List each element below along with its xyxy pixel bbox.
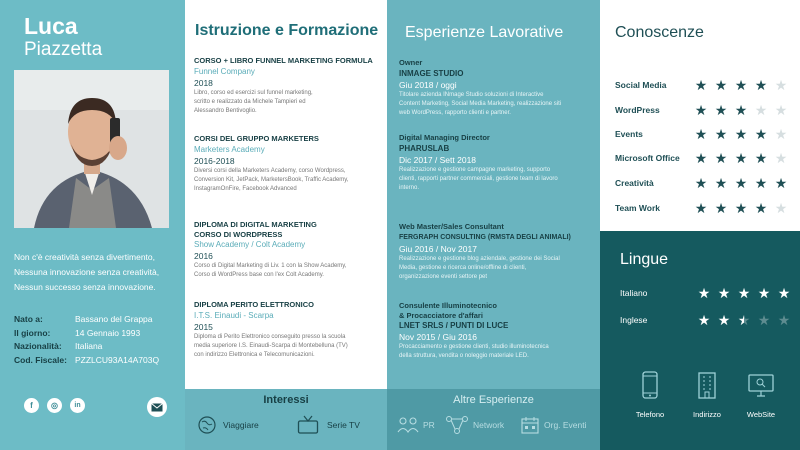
instagram-icon[interactable]: ◎ [47, 398, 62, 413]
entry-description [399, 91, 597, 118]
skill-row [615, 78, 800, 92]
education-column [185, 0, 387, 450]
skill-name: Creatività [615, 178, 654, 188]
star-icon: ★ [694, 200, 708, 216]
interest-label: Serie TV [327, 420, 360, 430]
description-line: Diploma di Perito Elettronico conseguito presso la scuola [194, 333, 346, 340]
star-icon: ★ [734, 150, 748, 166]
interests-title: Interessi [263, 394, 309, 406]
entry-title: CORSO DI WORDPRESS [194, 229, 283, 239]
other-item [397, 415, 435, 435]
entry-date: 2016 [194, 251, 213, 261]
skill-name: WordPress [615, 105, 660, 115]
skill-rating [691, 176, 791, 190]
description-line: Diversi corsi della Marketers Academy, corso Wordpress, [194, 167, 346, 174]
description-line: Conversion Kit, JetPack, MarketersBook, Traffic Academy, [194, 176, 349, 183]
star-icon: ★ [697, 312, 711, 328]
education-entry [194, 300, 384, 360]
first-name: Luca [24, 13, 78, 39]
contact-address[interactable] [682, 371, 732, 419]
last-name: Piazzetta [24, 39, 103, 60]
entry-title: CORSO + LIBRO FUNNEL MARKETING FORMULA [194, 56, 373, 65]
description-line: scritto e realizzato da Michele Tampieri ed [194, 98, 306, 105]
info-row [14, 327, 159, 341]
interest-label: Viaggiare [223, 420, 259, 430]
info-value: PZZLCU93A14A703Q [75, 354, 160, 365]
star-icon: ★ [757, 312, 771, 328]
skills-title: Conoscenze [615, 24, 704, 41]
entry-date: 2015 [194, 321, 213, 332]
star-icon: ★ [774, 102, 788, 118]
entry-date: Giu 2016 / Nov 2017 [399, 243, 477, 254]
other-label: PR [423, 420, 435, 430]
experience-entry [399, 222, 597, 282]
star-icon: ★ [737, 285, 751, 301]
star-icon: ★ [714, 77, 728, 93]
skill-row [615, 103, 800, 117]
language-rating [694, 286, 794, 300]
contact-label: WebSite [746, 410, 776, 419]
star-icon: ★ [694, 102, 708, 118]
star-icon: ★ [694, 175, 708, 191]
info-key: Nazionalità: [14, 341, 62, 351]
star-icon: ★ [734, 200, 748, 216]
skill-rating [691, 78, 791, 92]
language-row [620, 313, 800, 327]
other-experiences-title: Altre Esperienze [453, 394, 534, 406]
other-item [520, 415, 587, 435]
description-line: Realizzazione e gestione blog aziendale, gestione dei Social [399, 255, 560, 262]
contact-phone[interactable] [625, 371, 675, 419]
info-row [14, 340, 159, 354]
entry-description [399, 166, 597, 193]
education-title: Istruzione e Formazione [195, 22, 379, 39]
skill-row [615, 201, 800, 215]
entry-title: CORSI DEL GRUPPO MARKETERS [194, 134, 319, 143]
description-line: Alessandro Bentivoglio. [194, 107, 257, 114]
star-icon: ★ [754, 102, 768, 118]
description-line: clienti, rapporti partner commerciali, gestione team di lavoro [399, 175, 558, 182]
interests-panel [185, 389, 387, 450]
other-experiences-panel [387, 389, 600, 450]
star-icon: ★ [774, 77, 788, 93]
entry-role: Consulente Illuminotecnico [399, 301, 497, 310]
contact-website[interactable] [736, 371, 786, 419]
description-line: InstagramOnFire, Facebook Advanced [194, 185, 297, 192]
languages-panel [600, 231, 800, 450]
tv-icon [297, 415, 319, 435]
facebook-icon[interactable]: f [24, 398, 39, 413]
building-icon [696, 371, 718, 399]
star-icon: ★ [714, 126, 728, 142]
entry-description [399, 343, 597, 361]
entry-description [399, 255, 597, 282]
entry-date: 2016-2018 [194, 155, 235, 166]
skill-name: Social Media [615, 80, 667, 90]
entry-date: Dic 2017 / Sett 2018 [399, 154, 477, 165]
language-name: Inglese [620, 315, 648, 325]
star-icon: ★ [714, 200, 728, 216]
star-icon: ★ [774, 150, 788, 166]
people-icon [397, 415, 419, 435]
description-line: web WordPress, rapporto clienti e partner. [399, 109, 511, 116]
star-icon: ★ [734, 126, 748, 142]
description-line: Media, gestione e ricerca online/offline di clienti, [399, 264, 527, 271]
language-rating [694, 313, 794, 327]
experience-column [387, 0, 600, 450]
other-label: Org. Eventi [544, 420, 587, 430]
star-icon: ★ [717, 312, 731, 328]
star-icon: ★ [774, 126, 788, 142]
description-line: Procacciamento e gestione clienti, studio illuminotecnica [399, 344, 549, 350]
star-icon: ★ [734, 102, 748, 118]
entry-role: & Procacciatore d'affari [399, 310, 483, 320]
description-line: della struttura, vendita o noleggio materiale LED. [399, 353, 529, 359]
info-key: Il giorno: [14, 327, 51, 338]
description-line: Libro, corso ed esercizi sul funnel marketing, [194, 89, 313, 96]
entry-org: Funnel Company [194, 66, 255, 76]
entry-description [194, 333, 384, 360]
monitor-icon [747, 371, 775, 399]
languages-title: Lingue [620, 251, 669, 268]
contact-label: Indirizzo [693, 410, 721, 419]
entry-date: 2018 [194, 77, 213, 88]
profile-column [0, 0, 185, 450]
contact-label: Telefono [635, 410, 665, 419]
star-icon: ★ [754, 200, 768, 216]
education-entry [194, 220, 384, 280]
skill-name: Team Work [615, 203, 661, 213]
skill-rating [691, 151, 791, 165]
description-line: Content Marketing, Social Media Marketing, realizzazione siti [399, 100, 562, 107]
experience-entry [399, 58, 597, 118]
quote-line: Non c'è creatività senza divertimento, [14, 252, 155, 262]
entry-role: Owner [399, 58, 423, 67]
info-row [14, 313, 159, 327]
star-icon: ★ [774, 175, 788, 191]
info-value: Bassano del Grappa [75, 314, 153, 324]
education-entry [194, 134, 384, 194]
skill-row [615, 176, 800, 190]
entry-org: Marketers Academy [194, 144, 265, 154]
experience-title: Esperienze Lavorative [405, 24, 564, 41]
star-icon: ★ [734, 175, 748, 191]
skill-row [615, 151, 800, 165]
star-icon: ★ [754, 175, 768, 191]
description-line: media superiore I.S. Einaudi-Scarpa di Montebelluna (TV) [194, 342, 348, 349]
star-icon: ★ [714, 102, 728, 118]
language-row [620, 286, 800, 300]
interest-item [197, 415, 259, 435]
description-line: organizzazione eventi settore pet [399, 273, 488, 280]
experience-entry [399, 133, 597, 193]
info-value: Italiana [75, 341, 103, 351]
skill-rating [691, 127, 791, 141]
entry-org: I.T.S. Einaudi - Scarpa [194, 310, 274, 320]
star-icon: ★ [754, 126, 768, 142]
other-label: Network [473, 420, 505, 430]
calendar-icon [520, 415, 540, 435]
entry-description [194, 262, 384, 280]
personal-info [14, 313, 159, 367]
star-icon: ★ [734, 313, 754, 327]
description-line: Realizzazione e gestione campagne marketing, supporto [399, 166, 551, 173]
skills-column [600, 0, 800, 450]
star-icon: ★ [694, 126, 708, 142]
skill-row [615, 127, 800, 141]
star-icon: ★ [694, 77, 708, 93]
star-icon: ★ [777, 285, 791, 301]
description-line: con indirizzo Elettronica e Telecomunicazioni. [194, 351, 315, 358]
linkedin-icon[interactable]: in [70, 398, 85, 413]
entry-company: FERGRAPH CONSULTING (RMSTA DEGLI ANIMALI) [399, 233, 571, 241]
info-key: Cod. Fiscale: [14, 354, 67, 365]
entry-company: INMAGE STUDIO [399, 68, 464, 78]
entry-company: PHARUSLAB [399, 143, 450, 153]
star-icon: ★ [777, 312, 791, 328]
entry-description [194, 167, 384, 194]
star-icon: ★ [714, 150, 728, 166]
education-entry [194, 56, 384, 116]
interest-item [297, 415, 360, 435]
mail-icon[interactable] [147, 397, 167, 417]
entry-description [194, 89, 384, 116]
skill-name: Microsoft Office [615, 153, 680, 163]
profile-photo [14, 70, 169, 228]
entry-title: DIPLOMA PERITO ELETTRONICO [194, 300, 315, 309]
info-value: 14 Gennaio 1993 [75, 327, 141, 338]
language-name: Italiano [620, 288, 648, 298]
globe-icon [197, 415, 217, 435]
entry-title: DIPLOMA DI DIGITAL MARKETING [194, 220, 317, 229]
entry-role: Web Master/Sales Consultant [399, 222, 504, 231]
skill-name: Events [615, 129, 643, 139]
network-icon [445, 415, 469, 435]
star-icon: ★ [697, 285, 711, 301]
info-row [14, 354, 159, 368]
quote-line: Nessuna innovazione senza creatività, [14, 267, 160, 277]
entry-company: LNET SRLS / PUNTI DI LUCE [399, 321, 509, 330]
star-icon: ★ [754, 150, 768, 166]
entry-date: Giu 2018 / oggi [399, 79, 457, 90]
star-icon: ★ [774, 200, 788, 216]
phone-icon [640, 371, 660, 399]
description-line: Corso di Digital Marketing di Liv. 1 con la Show Academy, [194, 263, 347, 269]
star-icon: ★ [734, 77, 748, 93]
quote-line: Nessun successo senza innovazione. [14, 282, 156, 292]
star-icon: ★ [757, 285, 771, 301]
description-line: Corso di WordPress base con l'ex Colt Academy. [194, 272, 324, 278]
star-icon: ★ [714, 175, 728, 191]
entry-date: Nov 2015 / Giu 2016 [399, 332, 477, 342]
skill-rating [691, 103, 791, 117]
description-line: Titolare azienda INmage Studio soluzioni di Interactive [399, 91, 544, 98]
info-key: Nato a: [14, 314, 43, 324]
star-icon: ★ [694, 150, 708, 166]
experience-entry [399, 301, 597, 361]
other-item [445, 415, 504, 435]
entry-role: Digital Managing Director [399, 133, 490, 142]
description-line: interno. [399, 184, 420, 191]
skill-rating [691, 201, 791, 215]
star-icon: ★ [754, 77, 768, 93]
star-icon: ★ [717, 285, 731, 301]
quote [14, 250, 179, 295]
entry-org: Show Academy / Colt Academy [194, 240, 306, 249]
